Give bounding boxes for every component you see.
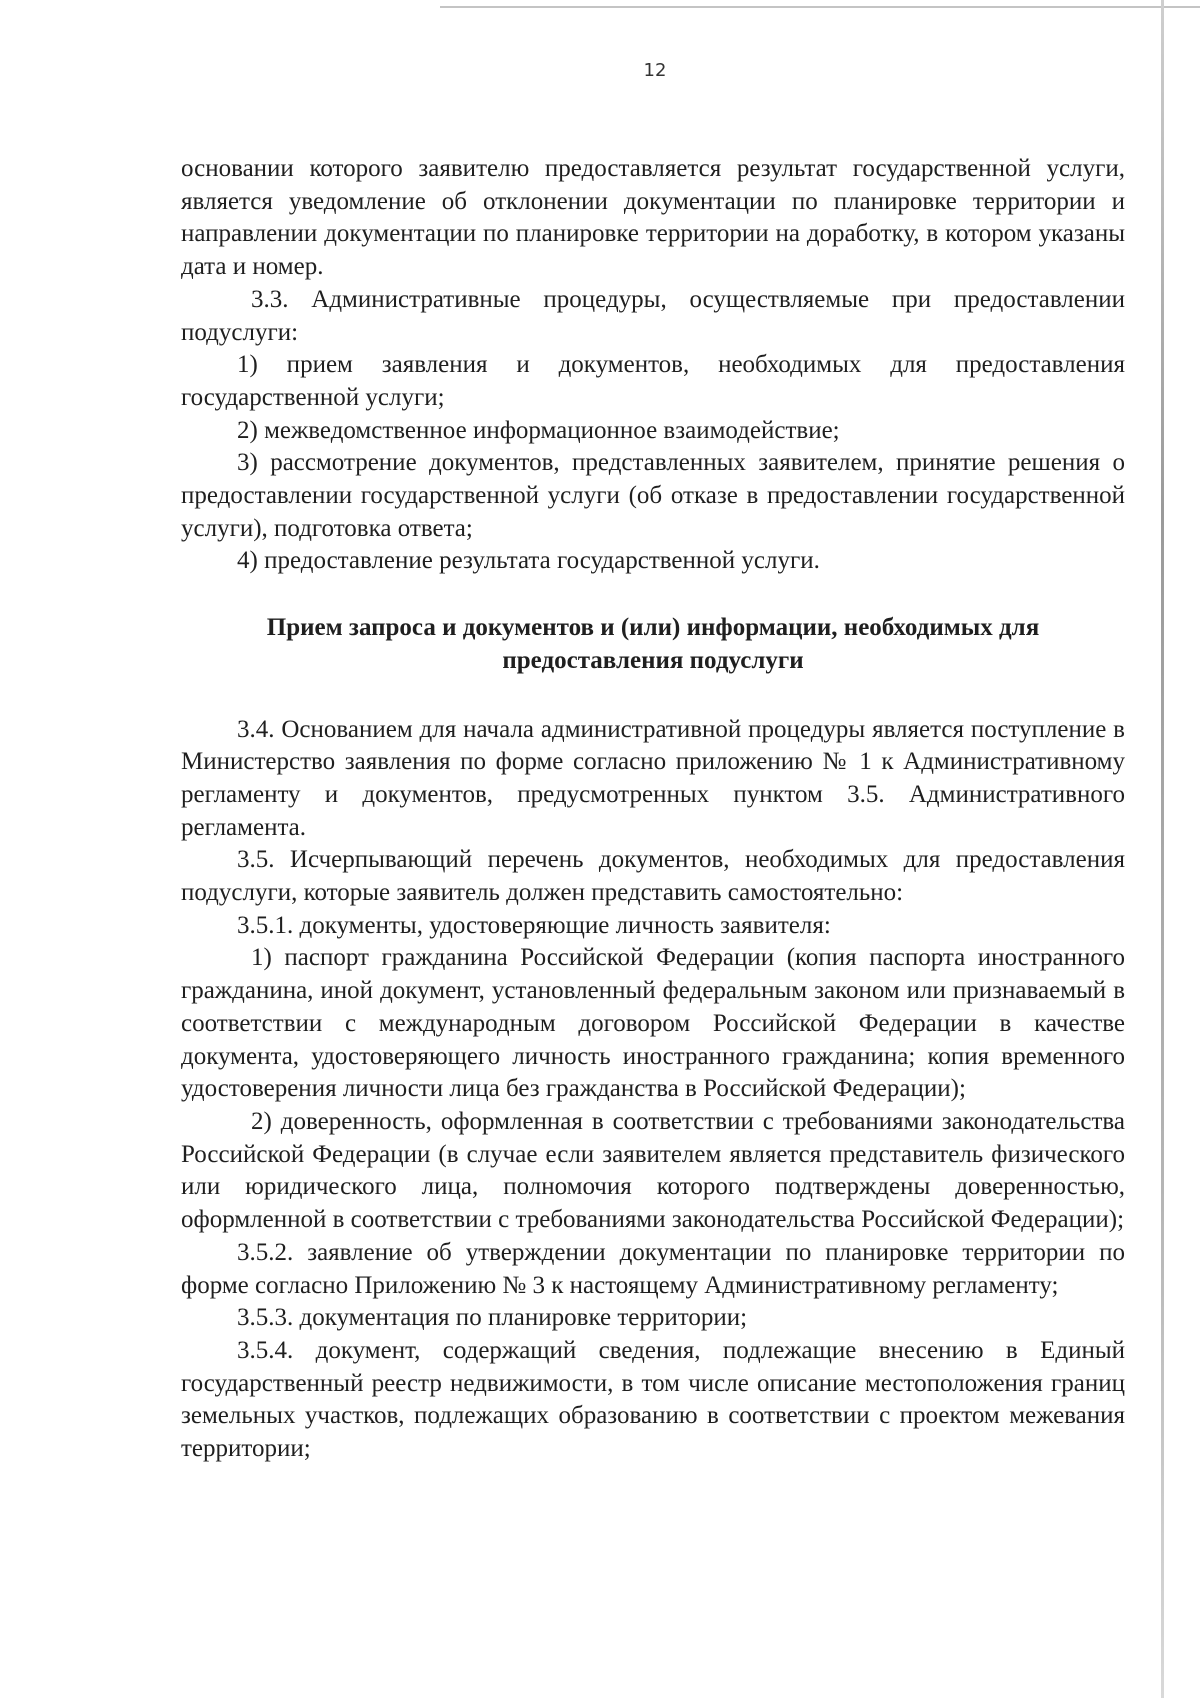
paragraph-3-5-3: 3.5.3. документация по планировке территории; — [237, 1304, 748, 1332]
list-item-power-of-attorney: 2) доверенность, оформленная в соответствии с требованиями законодательства Российской Федерации (в случае если заявителем является представитель физического или юридического лица, полномочия которого подтверждены доверенностью, оформленной в соответствии с требованиями законодательства Российской Федерации); — [181, 1107, 1125, 1234]
section-heading: Прием запроса и документов и (или) информации, необходимых для предоставления подуслуги — [266, 614, 1040, 674]
paragraph-3-5-1: 3.5.1. документы, удостоверяющие личность заявителя: — [237, 911, 831, 939]
list-item-3: 3) рассмотрение документов, представленных заявителем, принятие решения о предоставлении государственной услуги (об отказе в предоставлении государственной услуги), подготовка ответа; — [181, 449, 1125, 542]
list-item-1: 1) прием заявления и документов, необходимых для предоставления государственной услуги; — [181, 351, 1125, 411]
document-body — [181, 153, 1125, 1466]
list-item-4: 4) предоставление результата государственной услуги. — [237, 547, 820, 575]
paragraph-3-5-4: 3.5.4. документ, содержащий сведения, подлежащие внесению в Единый государственный реестр недвижимости, в том числе описание местоположения границ земельных участков, подлежащих образованию в соответствии с проектом межевания территории; — [181, 1336, 1125, 1463]
list-item-2: 2) межведомственное информационное взаимодействие; — [237, 416, 840, 444]
page-number: 12 — [643, 60, 667, 81]
paragraph-3-4: 3.4. Основанием для начала административной процедуры является поступление в Министерство заявления по форме согласно приложению № 1 к Административному регламенту и документов, предусмотренных пунктом 3.5. Административного регламента. — [181, 715, 1125, 841]
paragraph-3-5-2: 3.5.2. заявление об утверждении документации по планировке территории по форме согласно Приложению № 3 к настоящему Административному регламенту; — [181, 1238, 1125, 1299]
scan-edge-top — [440, 6, 1200, 8]
paragraph-3-5: 3.5. Исчерпывающий перечень документов, необходимых для предоставления подуслуги, которые заявитель должен представить самостоятельно: — [181, 846, 1125, 907]
list-item-passport: 1) паспорт гражданина Российской Федерации (копия паспорта иностранного гражданина, иной документ, установленный федеральным законом или признаваемый в соответствии с международным договором Российской Федерации в качестве документа, удостоверяющего личность иностранного гражданина; копия временного удостоверения личности лица без гражданства в Российской Федерации); — [181, 944, 1125, 1103]
scan-edge-right — [1161, 0, 1164, 1698]
paragraph-3-3: 3.3. Административные процедуры, осуществляемые при предоставлении подуслуги: — [181, 285, 1125, 346]
paragraph-continuation: основании которого заявителю предоставляется результат государственной услуги, является уведомление об отклонении документации по планировке территории и направлении документации по планировке территории на доработку, в котором указаны дата и номер. — [181, 155, 1125, 281]
